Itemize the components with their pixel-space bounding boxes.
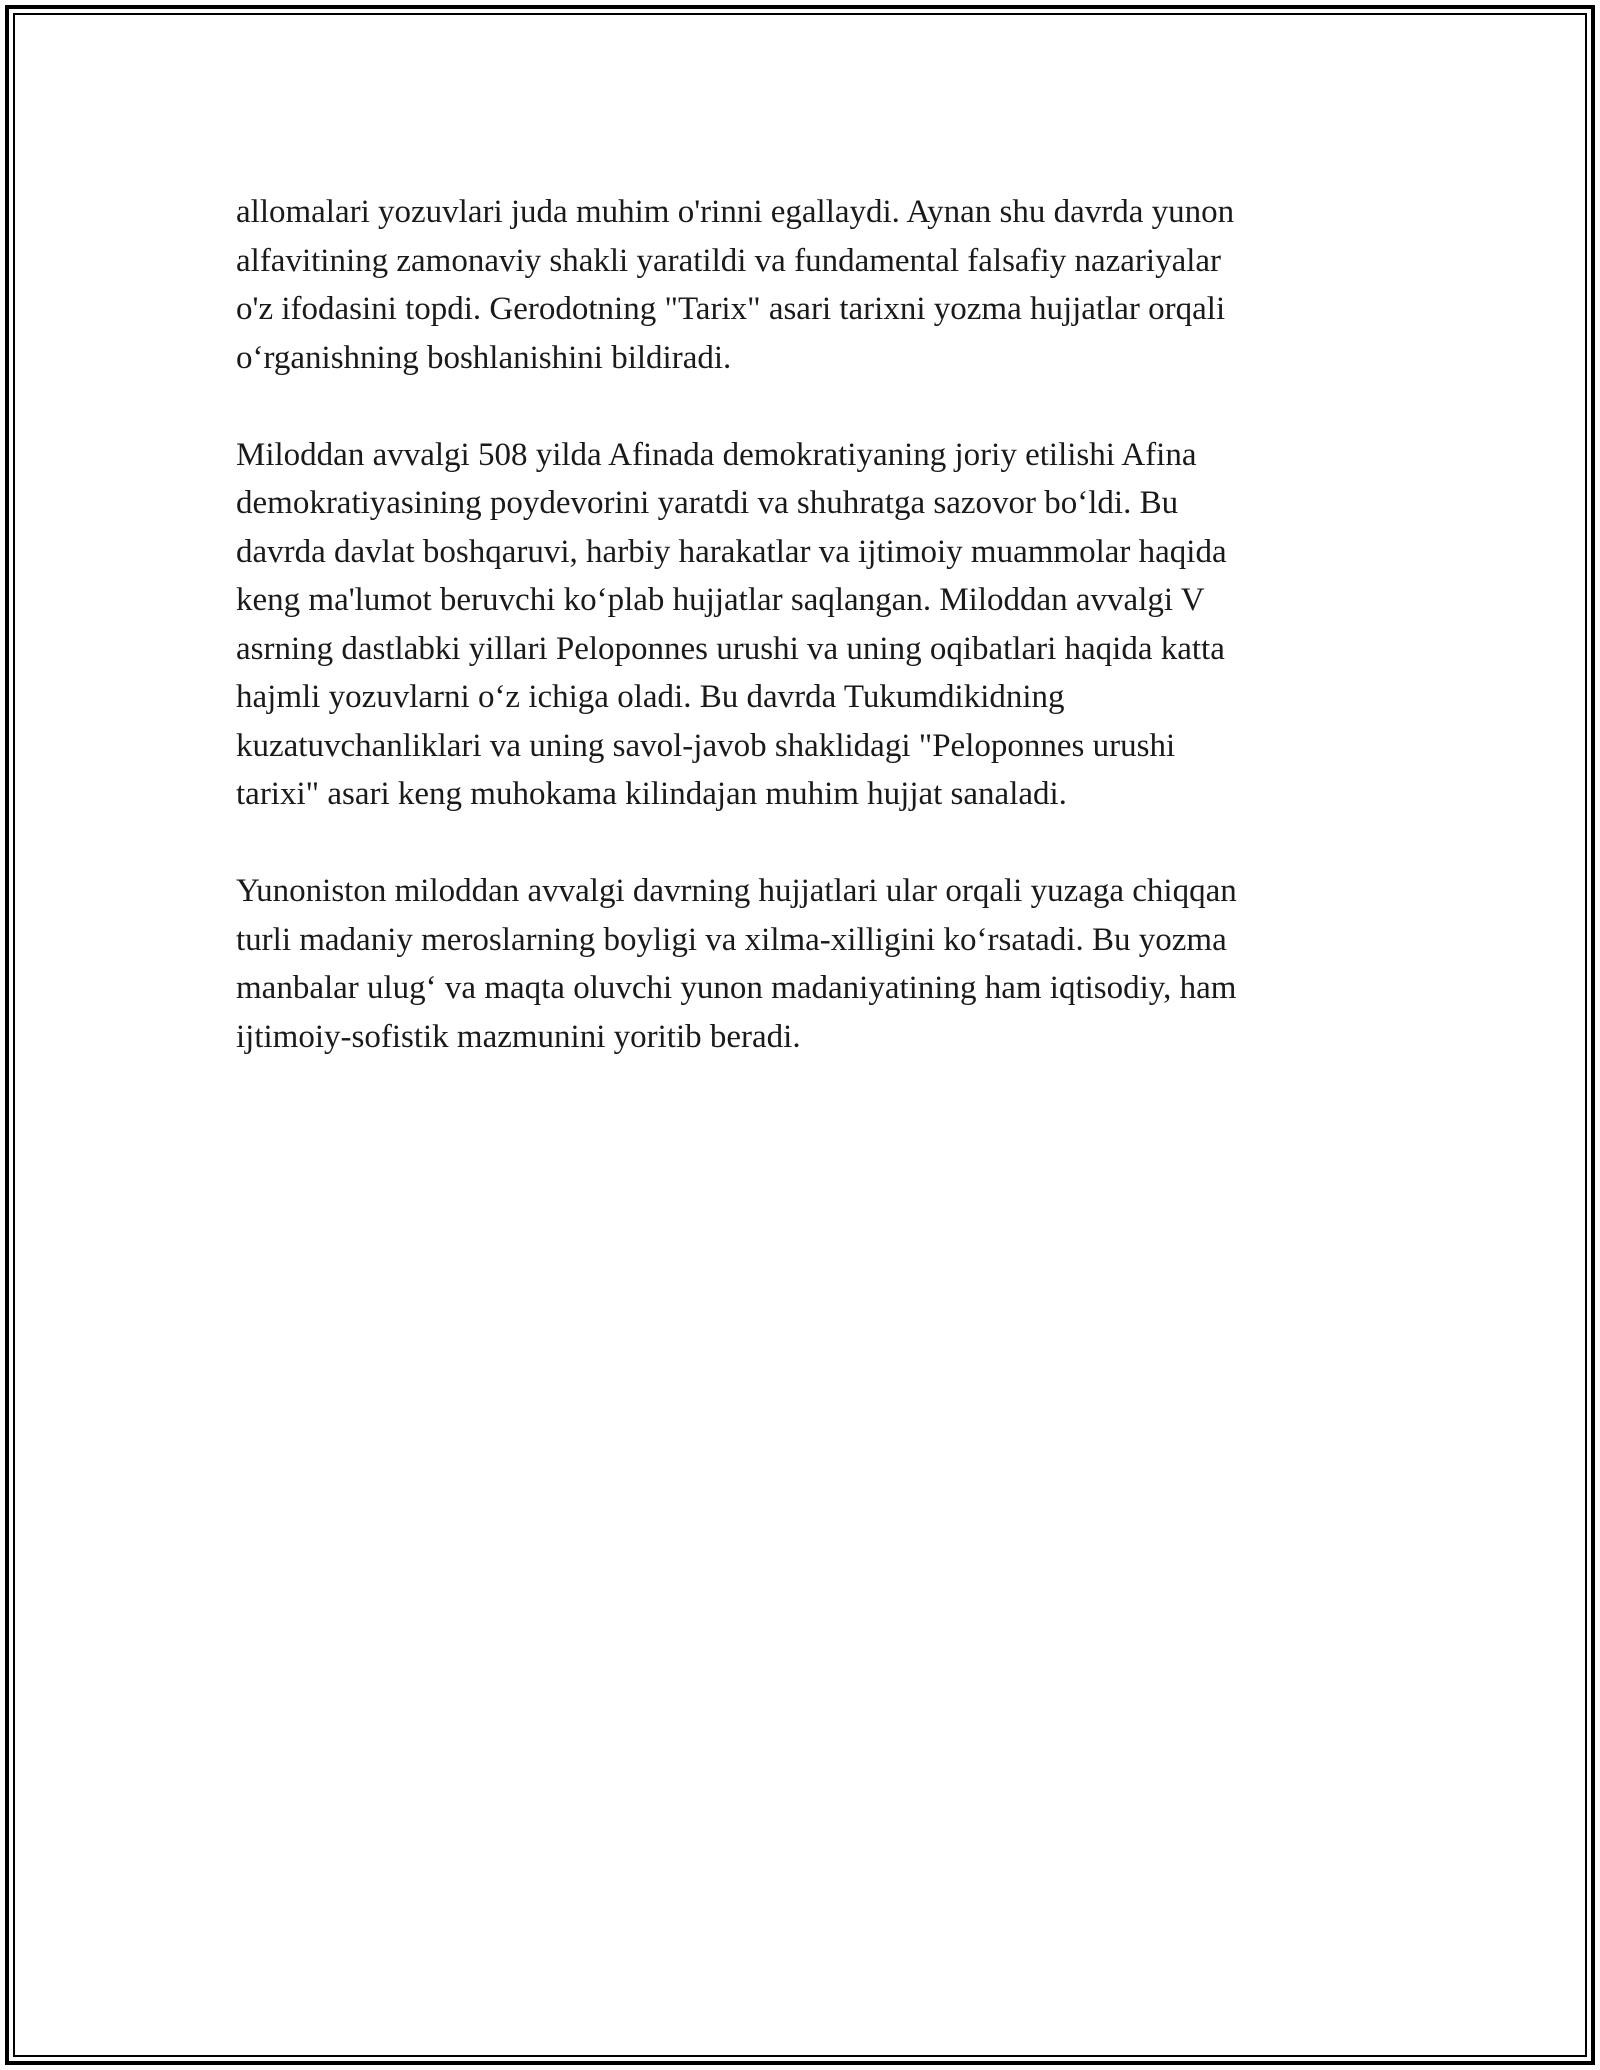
document-body xyxy=(236,188,1376,1110)
paragraph-2: Miloddan avvalgi 508 yilda Afinada demokratiyaning joriy etilishi Afina demokratiyasining poydevorini yaratdi va shuhratga sazovor boʻldi. Bu davrda davlat boshqaruvi, harbiy harakatlar va ijtimoiy muammolar haqida keng ma'lumot beruvchi koʻplab hujjatlar saqlangan. Miloddan avvalgi V asrning dastlabki yillari Peloponnes urushi va uning oqibatlari haqida katta hajmli yozuvlarni oʻz ichiga oladi. Bu davrda Tukumdikidning kuzatuvchanliklari va uning savol-javob shaklidagi "Peloponnes urushi tarixi" asari keng muhokama kilindajan muhim hujjat sanaladi. xyxy=(236,436,1227,812)
paragraph-3: Yunoniston miloddan avvalgi davrning hujjatlari ular orqali yuzaga chiqqan turli madaniy meroslarning boyligi va xilma-xilligini koʻrsatadi. Bu yozma manbalar ulugʻ va maqta oluvchi yunon madaniyatining ham iqtisodiy, ham ijtimoiy-sofistik mazmunini yoritib beradi. xyxy=(236,873,1237,1055)
paragraph-1: allomalari yozuvlari juda muhim o'rinni egallaydi. Aynan shu davrda yunon alfavitining zamonaviy shakli yaratildi va fundamental falsafiy nazariyalar o'z ifodasini topdi. Gerodotning "Tarix" asari tarixni yozma hujjatlar orqali oʻrganishning boshlanishini bildiradi. xyxy=(236,194,1235,376)
